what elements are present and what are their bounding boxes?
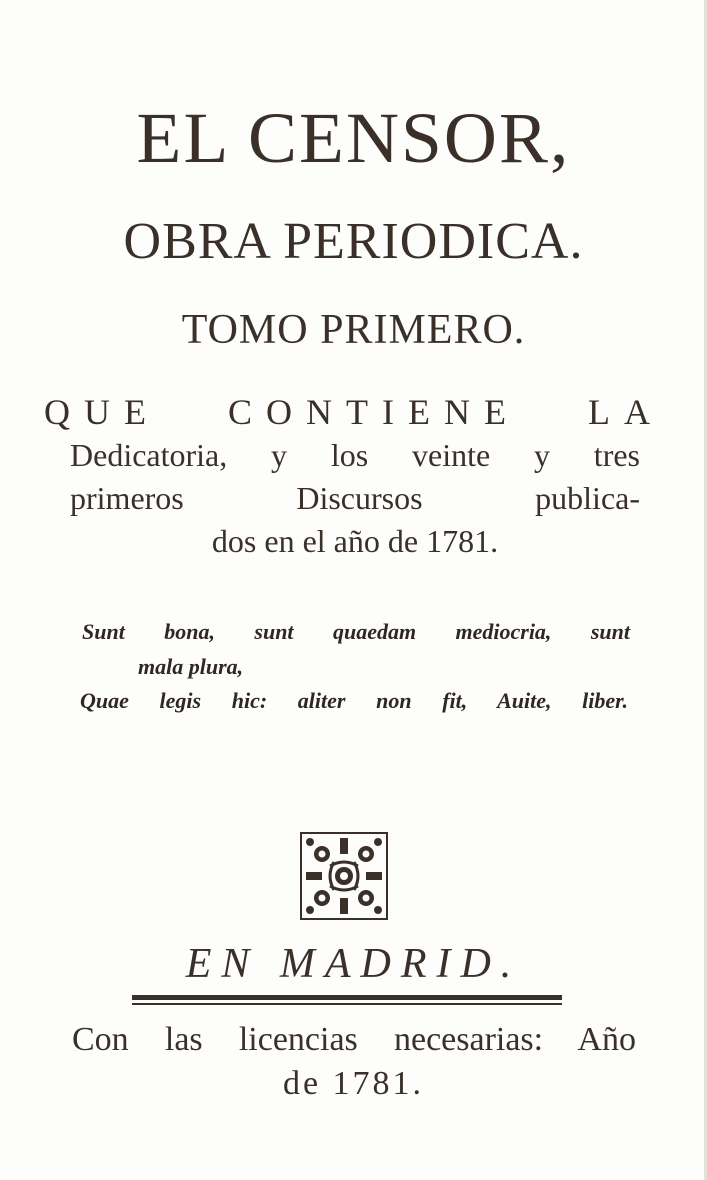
contents-line-1: Dedicatoria, y los veinte y tres — [70, 437, 640, 473]
imprint-place: EN MADRID. — [185, 941, 522, 987]
contents-description — [70, 434, 640, 563]
contents-heading: QUE CONTIENE LA — [44, 392, 664, 432]
epigraph-line-1: Sunt bona, sunt quaedam mediocria, sunt — [82, 619, 630, 644]
double-rule-thick — [132, 995, 562, 1000]
epigraph-line-3: Quae legis hic: aliter non fit, Auite, liber. — [80, 688, 628, 713]
book-subtitle: OBRA PERIODICA. — [123, 213, 584, 270]
contents-line-2: primeros Discursos publica- — [70, 480, 640, 516]
double-rule-thin — [132, 1003, 562, 1005]
book-title: EL CENSOR, — [136, 98, 571, 178]
contents-line-3: dos en el año de 1781. — [211, 523, 499, 559]
printer-ornament-icon — [300, 832, 388, 920]
imprint-license: Con las licencias necesarias: Año — [72, 1021, 636, 1058]
epigraph-line-2: mala plura, — [138, 654, 244, 679]
volume-label: TOMO PRIMERO. — [181, 307, 526, 353]
imprint-year: de 1781. — [282, 1065, 425, 1102]
